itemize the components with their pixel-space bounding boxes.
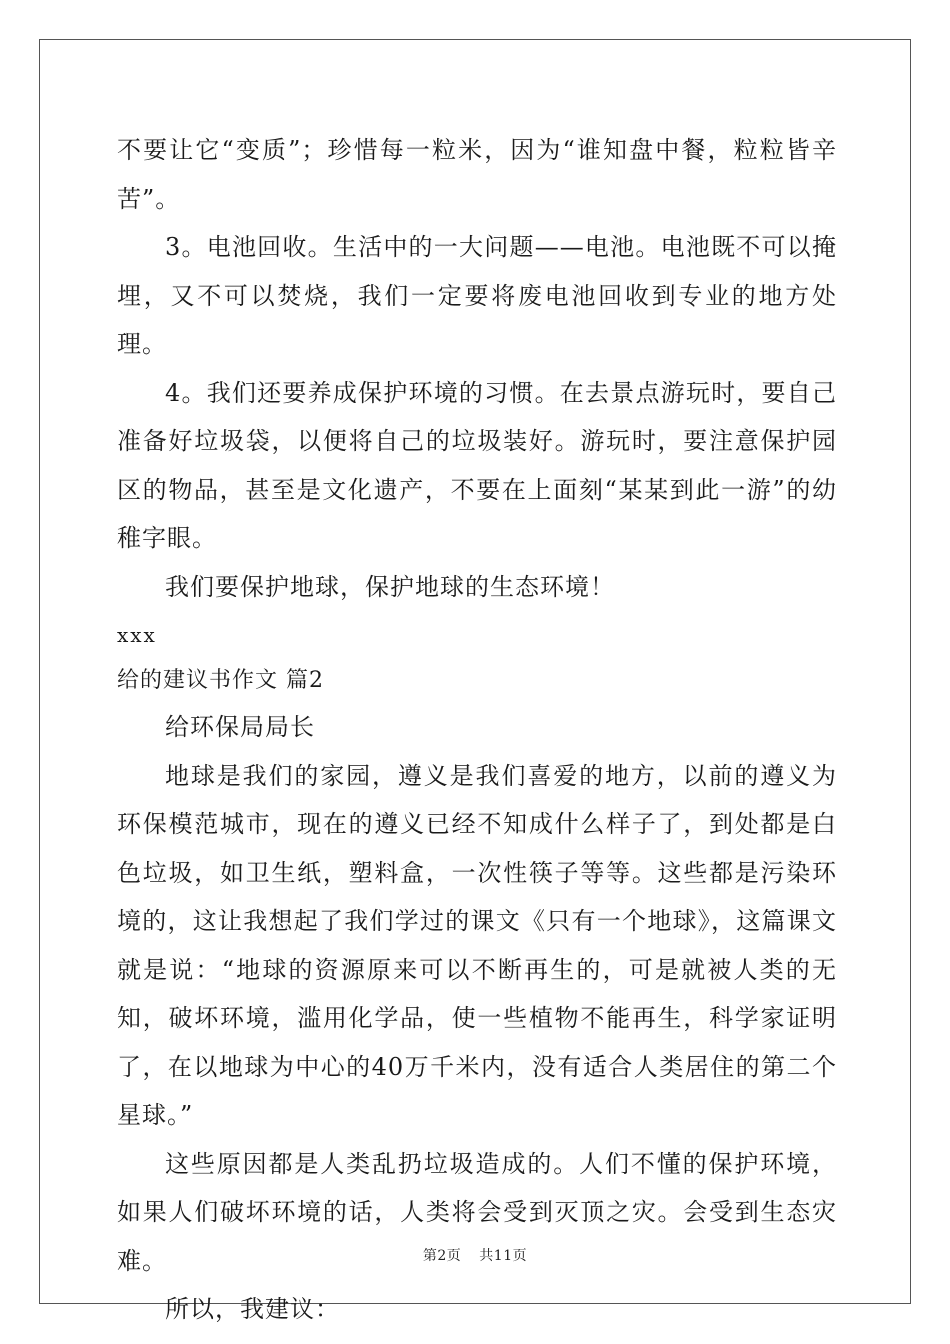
salutation: 给环保局局长 — [165, 713, 315, 741]
signature: xxx — [117, 623, 157, 647]
paragraph-1: 不要让它“变质”；珍惜每一粒米，因为“谁知盘中餐，粒粒皆辛苦”。 — [117, 136, 837, 213]
section-heading: 给的建议书作文 篇2 — [117, 668, 324, 693]
paragraph-2: 3。电池回收。生活中的一大问题——电池。电池既不可以掩埋，又不可以焚烧，我们一定要将废电池回收到专业的地方处理。 — [117, 233, 837, 358]
paragraph-6: 这些原因都是人类乱扔垃圾造成的。人们不懂的保护环境，如果人们破坏环境的话，人类将会受到灭顶之灾。会受到生态灾难。 — [117, 1149, 837, 1275]
document-body — [117, 126, 837, 1334]
paragraph-7: 所以，我建议： — [165, 1295, 340, 1323]
paragraph-4: 我们要保护地球，保护地球的生态环境！ — [165, 572, 615, 601]
paragraph-5: 地球是我们的家园，遵义是我们喜爱的地方，以前的遵义为环保模范城市，现在的遵义已经不知成什么样子了，到处都是白色垃圾，如卫生纸，塑料盒，一次性筷子等等。这些都是污染环境的，这让我想起了我们学过的课文《只有一个地球》，这篇课文就是说：“地球的资源原来可以不断再生的，可是就被人类的无知，破坏环境，滥用化学品，使一些植物不能再生，科学家证明了，在以地球为中心的40万千米内，没有适合人类居住的第二个星球。” — [117, 761, 837, 1129]
page-number: 第2页 — [422, 1248, 462, 1264]
page-footer — [0, 1245, 950, 1265]
page-total: 共11页 — [479, 1248, 528, 1264]
paragraph-3: 4。我们还要养成保护环境的习惯。在去景点游玩时，要自己准备好垃圾袋，以便将自己的垃圾装好。游玩时，要注意保护园区的物品，甚至是文化遗产，不要在上面刻“某某到此一游”的幼稚字眼。 — [117, 378, 837, 552]
